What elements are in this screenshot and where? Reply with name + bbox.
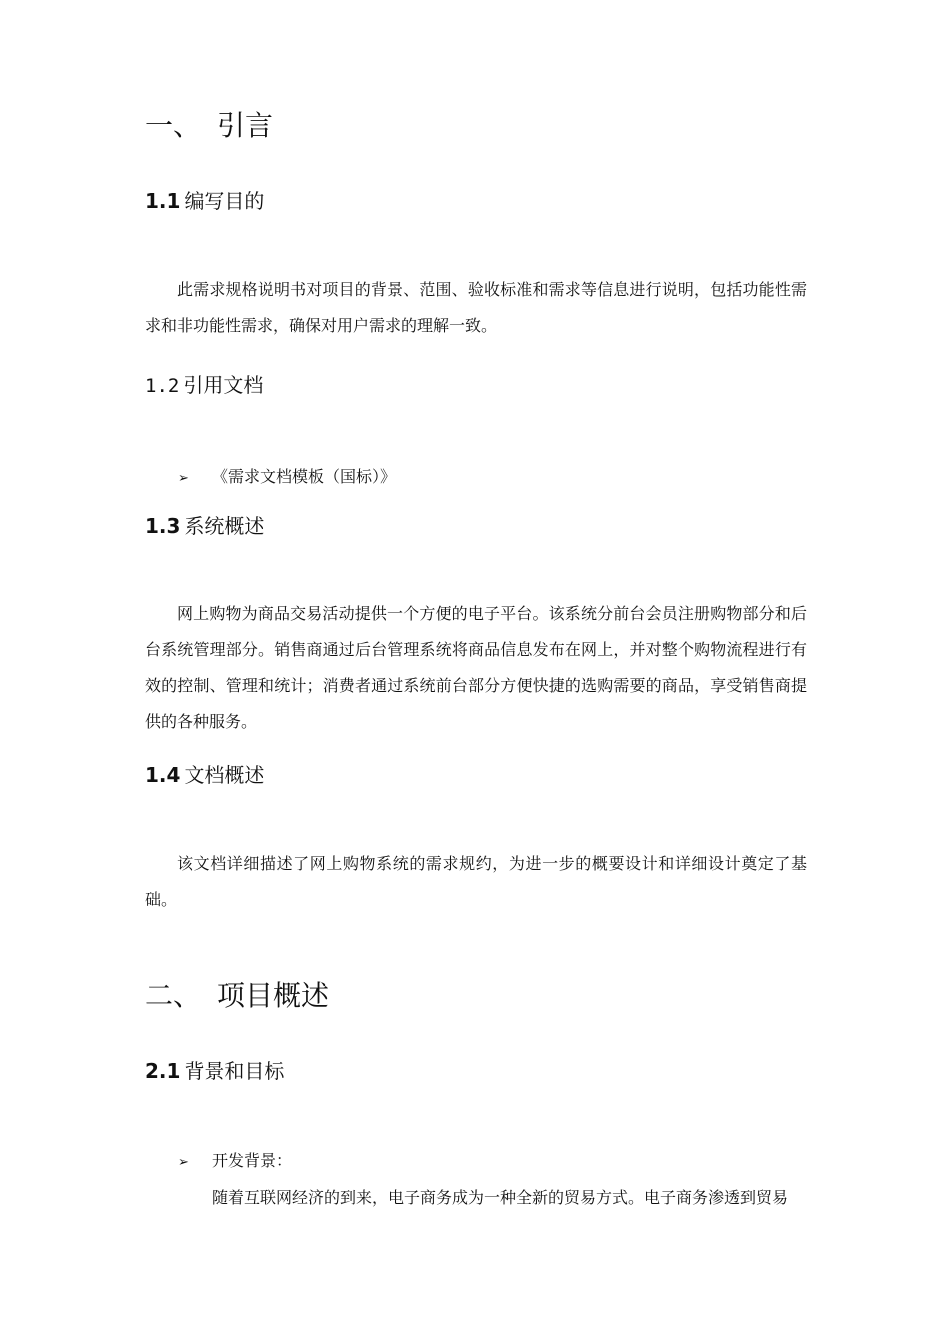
subsection-heading-1-1: [145, 186, 264, 216]
section-heading-1: [145, 106, 273, 146]
section-number: 一、: [145, 109, 202, 142]
bullet-arrow-icon: ➢: [178, 1155, 189, 1170]
paragraph-purpose: 此需求规格说明书对项目的背景、范围、验收标准和需求等信息进行说明，包括功能性需求和非功能性需求，确保对用户需求的理解一致。: [145, 280, 807, 335]
bullet-arrow-icon: ➢: [178, 471, 189, 486]
bullet-text: 开发背景：: [212, 1151, 293, 1170]
paragraph-background: 随着互联网经济的到来，电子商务成为一种全新的贸易方式。电子商务渗透到贸易: [212, 1188, 789, 1207]
subsection-heading-1-4: [145, 760, 264, 790]
paragraph-document-overview: 该文档详细描述了网上购物系统的需求规约，为进一步的概要设计和详细设计奠定了基础。: [145, 854, 807, 909]
list-item-reference: [178, 462, 396, 494]
section-heading-2: [145, 976, 329, 1016]
subsection-number: 1.1: [145, 189, 181, 213]
section-title: 引言: [217, 109, 274, 142]
subsection-title: 背景和目标: [184, 1059, 285, 1083]
subsection-title: 编写目的: [184, 189, 265, 213]
reference-text: 《需求文档模板（国标）》: [212, 467, 397, 486]
subsection-title: 系统概述: [184, 514, 265, 538]
subsection-title: 引用文档: [183, 373, 264, 397]
subsection-number: 1.3: [145, 514, 181, 538]
section-number: 二、: [145, 979, 202, 1012]
subsection-number: 2.1: [145, 1059, 181, 1083]
subsection-heading-2-1: [145, 1056, 284, 1086]
subsection-title: 文档概述: [184, 763, 265, 787]
paragraph-system-overview: 网上购物为商品交易活动提供一个方便的电子平台。该系统分前台会员注册购物部分和后台系统管理部分。销售商通过后台管理系统将商品信息发布在网上，并对整个购物流程进行有效的控制、管理和统计；消费者通过系统前台部分方便快捷的选购需要的商品，享受销售商提供的各种服务。: [145, 604, 807, 731]
section-title: 项目概述: [217, 979, 330, 1012]
subsection-number: 1.4: [145, 763, 181, 787]
subsection-number: 1.2: [145, 375, 180, 397]
subsection-heading-1-2: [145, 370, 263, 401]
subsection-heading-1-3: [145, 511, 264, 541]
list-item-background: [178, 1146, 292, 1178]
